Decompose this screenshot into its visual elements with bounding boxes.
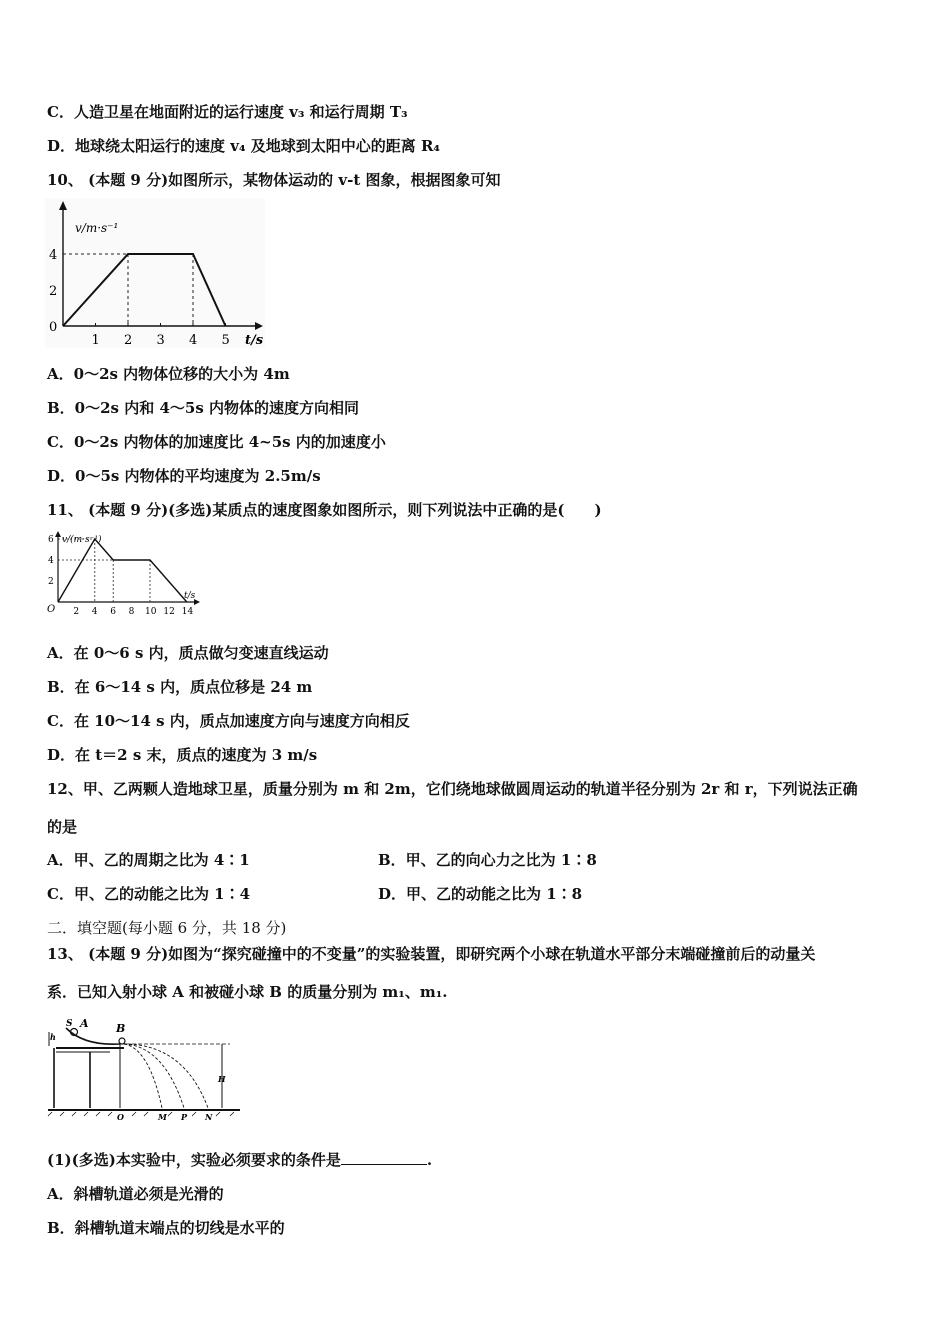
- label-o: O: [117, 1112, 124, 1120]
- section-2-title: 二．填空题(每小题 6 分，共 18 分): [47, 919, 287, 937]
- label-a: A: [80, 1017, 89, 1030]
- q11-x-tick-label: 2: [73, 607, 80, 617]
- q11-x-tick-label: 4: [91, 607, 98, 617]
- q11-y-label: v/(m·s⁻¹): [62, 535, 102, 545]
- q12-option-a: A．甲、乙的周期之比为 4∶1: [47, 851, 250, 869]
- ball-b-icon: [119, 1038, 125, 1044]
- q10-option-c: C．0～2s 内物体的加速度比 4~5s 内的加速度小: [47, 433, 386, 451]
- q11-vt-graph: [44, 530, 204, 620]
- q11-option-a: A．在 0～6 s 内，质点做匀变速直线运动: [47, 644, 329, 662]
- q12-option-d: D．甲、乙的动能之比为 1∶8: [378, 885, 583, 903]
- label-h: h: [50, 1032, 56, 1042]
- q10-option-b: B．0～2s 内和 4～5s 内物体的速度方向相同: [47, 399, 359, 417]
- q13-option-a: A．斜槽轨道必须是光滑的: [47, 1185, 224, 1203]
- q13-sub1-end: .: [426, 1151, 433, 1169]
- q11-x-tick-label: 10: [145, 607, 157, 617]
- q9-option-d: D．地球绕太阳运行的速度 v₄ 及地球到太阳中心的距离 R₄: [47, 137, 440, 155]
- label-m: M: [158, 1112, 167, 1120]
- q10-stem: 10、 (本题 9 分)如图所示，某物体运动的 v-t 图象，根据图象可知: [47, 171, 501, 189]
- q11-x-tick-label: 12: [163, 607, 175, 617]
- q12-stem-line1: 12、甲、乙两颗人造地球卫星，质量分别为 m 和 2m，它们绕地球做圆周运动的轨道半径分别为 2r 和 r，下列说法正确: [47, 780, 858, 798]
- q10-x-tick-label: 5: [221, 333, 230, 348]
- label-b: B: [116, 1022, 126, 1035]
- q10-x-tick-label: 3: [156, 333, 165, 348]
- q12-stem-line2: 的是: [47, 818, 78, 836]
- q10-vt-graph: [45, 198, 265, 348]
- q11-x-tick-label: 14: [181, 607, 194, 617]
- q11-y-tick-label: 6: [48, 535, 54, 545]
- q11-stem: 11、 (本题 9 分)(多选)某质点的速度图象如图所示，则下列说法中正确的是( ): [47, 501, 602, 519]
- q11-option-c: C．在 10～14 s 内，质点加速度方向与速度方向相反: [47, 712, 410, 730]
- q11-option-d: D．在 t＝2 s 末，质点的速度为 3 m/s: [47, 746, 318, 764]
- q10-y-tick-label: 4: [49, 248, 58, 263]
- q11-x-tick-label: 8: [128, 607, 135, 617]
- label-s: S: [66, 1019, 73, 1029]
- q13-sub1-blank[interactable]: [341, 1150, 427, 1165]
- q13-sub1-text: (1)(多选)本实验中，实验必须要求的条件是: [47, 1151, 341, 1169]
- q10-option-d: D．0～5s 内物体的平均速度为 2.5m/s: [47, 467, 321, 485]
- q10-x-tick-label: 2: [124, 333, 133, 348]
- q10-x-tick-label: 1: [91, 333, 100, 348]
- q10-x-tick-label: 4: [189, 333, 198, 348]
- q11-y-tick-label: 2: [48, 577, 54, 587]
- q11-x-label: t/s: [184, 591, 196, 601]
- q11-y-tick-label: 4: [48, 556, 54, 566]
- q13-apparatus-figure: [44, 1016, 244, 1120]
- q11-x-tick-label: 6: [110, 607, 116, 617]
- q10-x-label: t/s: [245, 333, 264, 348]
- q10-y-tick-label: 0: [49, 320, 58, 335]
- q13-option-b: B．斜槽轨道末端点的切线是水平的: [47, 1219, 285, 1237]
- label-p: P: [181, 1112, 188, 1120]
- q11-option-b: B．在 6～14 s 内，质点位移是 24 m: [47, 678, 313, 696]
- q13-stem-line2: 系．已知入射小球 A 和被碰小球 B 的质量分别为 m₁、m₁.: [47, 983, 448, 1001]
- q10-option-a: A．0～2s 内物体位移的大小为 4m: [47, 365, 290, 383]
- q9-option-c: C．人造卫星在地面附近的运行速度 v₃ 和运行周期 T₃: [47, 103, 408, 121]
- q13-stem-line1: 13、 (本题 9 分)如图为“探究碰撞中的不变量”的实验装置，即研究两个小球在轨道水平部分末端碰撞前后的动量关: [47, 945, 816, 963]
- q10-y-label: v/m·s⁻¹: [75, 221, 119, 235]
- q11-velocity-line: [58, 539, 187, 602]
- q11-origin-label: O: [47, 604, 56, 615]
- label-big-h: H: [218, 1074, 226, 1084]
- q12-option-c: C．甲、乙的动能之比为 1∶4: [47, 885, 251, 903]
- label-n: N: [205, 1112, 213, 1120]
- q13-sub1: [47, 1150, 432, 1170]
- q12-option-b: B．甲、乙的向心力之比为 1∶8: [378, 851, 597, 869]
- q10-y-tick-label: 2: [49, 284, 58, 299]
